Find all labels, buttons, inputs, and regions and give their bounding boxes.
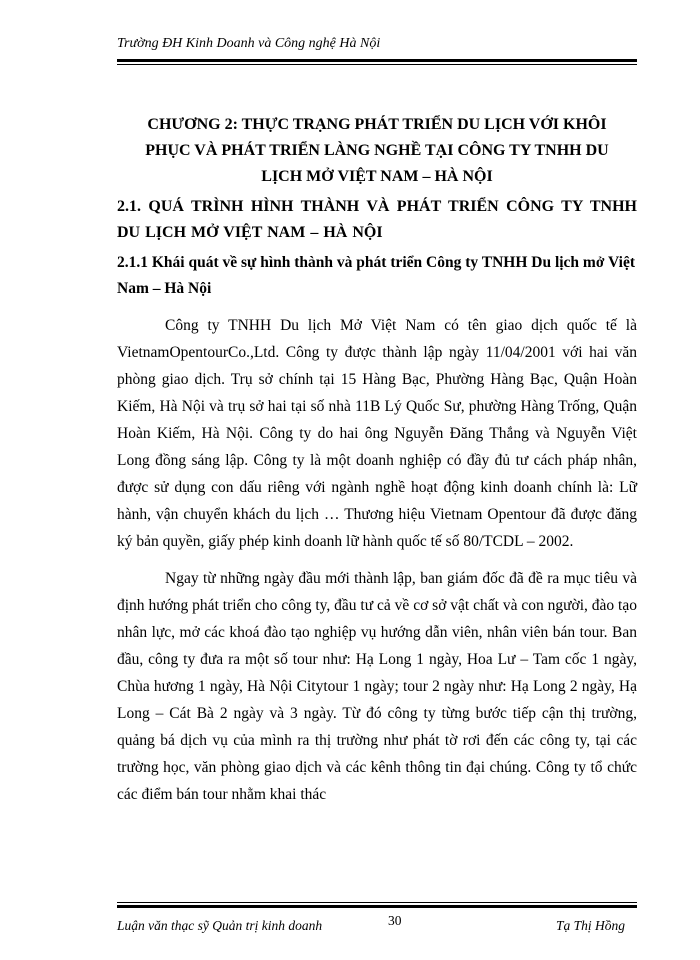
footer-author: Tạ Thị Hồng	[555, 918, 625, 933]
page-header: Trường ĐH Kinh Doanh và Công nghệ Hà Nội	[117, 36, 381, 51]
header-rule-thick	[117, 59, 637, 62]
chapter-title: CHƯƠNG 2: THỰC TRẠNG PHÁT TRIỂN DU LỊCH VỚI KHÔI PHỤC VÀ PHÁT TRIỂN LÀNG NGHỀ TẠI CÔNG TY TNHH DU LỊCH MỞ VIỆT NAM – HÀ NỘI	[145, 116, 609, 185]
header-rule-thin	[117, 64, 637, 65]
page-number: 30	[388, 913, 402, 928]
subsection-title: 2.1.1 Khái quát về sự hình thành và phát triển Công ty TNHH Du lịch mở Việt Nam – Hà Nội	[117, 254, 635, 297]
page-body	[117, 112, 637, 818]
paragraph-1: Công ty TNHH Du lịch Mở Việt Nam có tên giao dịch quốc tế là VietnamOpentourCo.,Ltd. Công ty được thành lập ngày 11/04/2001 với hai văn phòng giao dịch. Trụ sở chính tại 15 Hàng Bạc, Phường Hàng Bạc, Quận Hoàn Kiếm, Hà Nội và trụ sở hai tại số nhà 11B Lý Quốc Sư, phường Hàng Trống, Quận Hoàn Kiếm, Hà Nội. Công ty do hai ông Nguyễn Đăng Thắng và Nguyễn Việt Long đồng sáng lập. Công ty là một doanh nghiệp có đầy đủ tư cách pháp nhân, được sử dụng con dấu riêng với ngành nghề hoạt động kinh doanh chính là: Lữ hành, vận chuyển khách du lịch … Thương hiệu Vietnam Opentour đã được đăng ký bản quyền, giấy phép kinh doanh lữ hành quốc tế số 80/TCDL – 2002.	[117, 317, 637, 550]
footer-rule-thick	[117, 905, 637, 908]
paragraph-2: Ngay từ những ngày đầu mới thành lập, ban giám đốc đã đề ra mục tiêu và định hướng phát triển cho công ty, đầu tư cả về cơ sở vật chất và con người, đào tạo nhân lực, mở các khoá đào tạo nghiệp vụ hướng dẫn viên, nhân viên bán tour. Ban đầu, công ty đưa ra một số tour như: Hạ Long 1 ngày, Hoa Lư – Tam cốc 1 ngày, Chùa hương 1 ngày, Hà Nội Citytour 1 ngày; tour 2 ngày như: Hạ Long 2 ngày, Hạ Long – Cát Bà 2 ngày và 3 ngày. Từ đó công ty từng bước tiếp cận thị trường, quảng bá dịch vụ của mình ra thị trường như phát tờ rơi đến các công ty, tại các trường học, văn phòng giao dịch và các kênh thông tin đại chúng. Công ty tổ chức các điểm bán tour nhằm khai thác	[117, 570, 637, 803]
section-title: 2.1. QUÁ TRÌNH HÌNH THÀNH VÀ PHÁT TRIỂN CÔNG TY TNHH DU LỊCH MỞ VIỆT NAM – HÀ NỘI	[117, 198, 637, 241]
footer-thesis-label: Luận văn thạc sỹ Quản trị kinh doanh	[117, 918, 323, 933]
footer-rule-thin	[117, 902, 637, 903]
